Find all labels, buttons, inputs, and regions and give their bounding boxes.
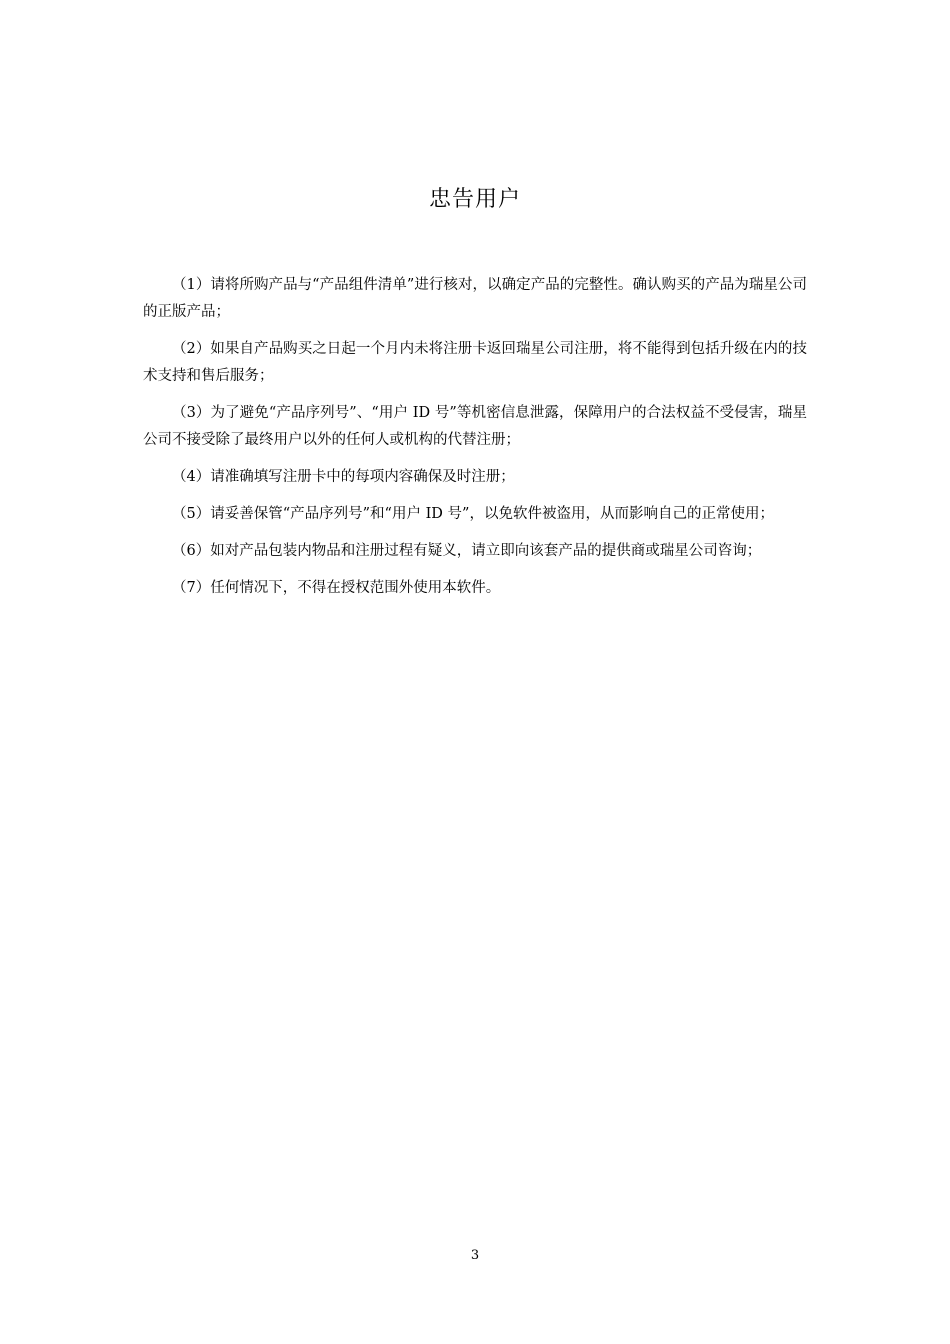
page-title: 忠告用户 — [428, 187, 521, 212]
page-number: 3 — [470, 1248, 480, 1263]
notice-item-1: （1）请将所购产品与“产品组件清单”进行核对，以确定产品的完整性。确认购买的产品为瑞星公司的正版产品； — [143, 277, 807, 320]
notice-item-6: （6）如对产品包装内物品和注册过程有疑义，请立即向该套产品的提供商或瑞星公司咨询； — [172, 543, 762, 559]
notice-item-2: （2）如果自产品购买之日起一个月内未将注册卡返回瑞星公司注册，将不能得到包括升级在内的技术支持和售后服务； — [143, 341, 807, 384]
notice-item-4: （4）请准确填写注册卡中的每项内容确保及时注册； — [172, 469, 515, 485]
notice-item-3: （3）为了避免“产品序列号”、“用户 ID 号”等机密信息泄露，保障用户的合法权益不受侵害，瑞星公司不接受除了最终用户以外的任何人或机构的代替注册； — [143, 405, 807, 448]
notice-item-7: （7）任何情况下，不得在授权范围外使用本软件。 — [172, 580, 501, 596]
notice-list — [143, 272, 807, 612]
notice-item-5: （5）请妥善保管“产品序列号”和“用户 ID 号”，以免软件被盗用，从而影响自己的正常使用； — [172, 506, 774, 522]
